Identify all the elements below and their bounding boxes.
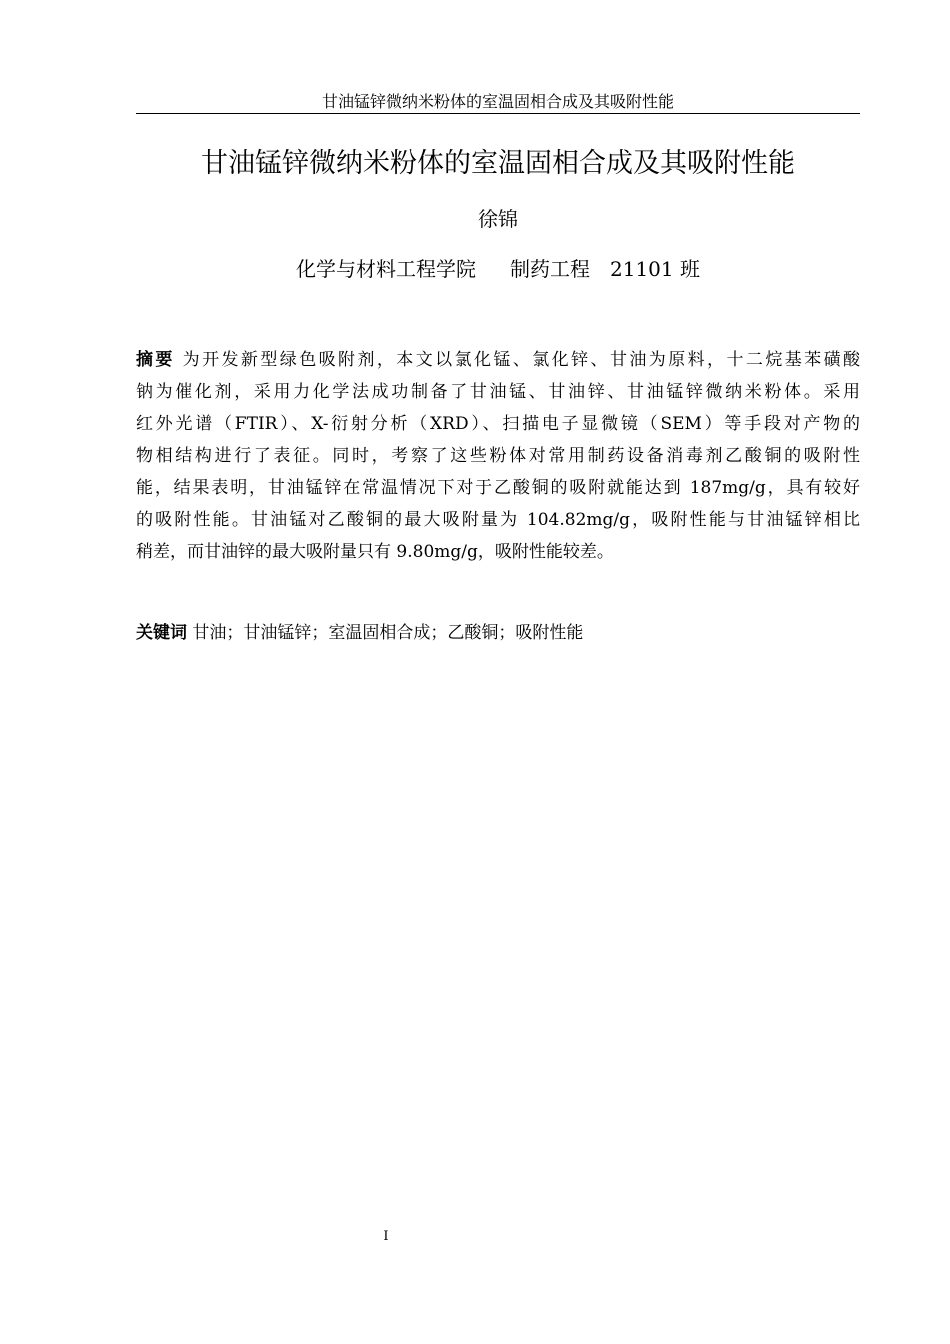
abstract-text: 为开发新型绿色吸附剂，本文以氯化锰、氯化锌、甘油为原料，十二烷基苯磺酸: [182, 350, 860, 370]
abstract-block: [136, 344, 860, 568]
abstract-line-3: 红外光谱（FTIR）、X-衍射分析（XRD）、扫描电子显微镜（SEM）等手段对产物的: [136, 414, 860, 434]
abstract-line-5: 能，结果表明，甘油锰锌在常温情况下对于乙酸铜的吸附就能达到 187mg/g，具有较好: [136, 478, 860, 498]
abstract-line-7: 稍差，而甘油锌的最大吸附量只有 9.80mg/g，吸附性能较差。: [136, 542, 614, 562]
abstract-line-1: [136, 344, 860, 376]
header-rule: [136, 113, 860, 114]
abstract-line-2: 钠为催化剂，采用力化学法成功制备了甘油锰、甘油锌、甘油锰锌微纳米粉体。采用: [136, 382, 860, 402]
affiliation-major: 制药工程: [510, 257, 590, 281]
author-affiliation: [136, 255, 860, 283]
keywords-block: [136, 617, 860, 649]
author-name: 徐锦: [478, 207, 518, 231]
keywords-label: 关键词: [136, 623, 187, 643]
affiliation-class: 21101 班: [610, 257, 700, 281]
keywords-text: 甘油；甘油锰锌；室温固相合成；乙酸铜；吸附性能: [192, 623, 584, 643]
affiliation-school: 化学与材料工程学院: [296, 257, 476, 281]
paper-title: 甘油锰锌微纳米粉体的室温固相合成及其吸附性能: [201, 148, 795, 179]
abstract-line-4: 物相结构进行了表征。同时，考察了这些粉体对常用制药设备消毒剂乙酸铜的吸附性: [136, 446, 860, 466]
running-header: 甘油锰锌微纳米粉体的室温固相合成及其吸附性能: [321, 92, 674, 111]
abstract-label: 摘要: [136, 350, 175, 370]
abstract-line-6: 的吸附性能。甘油锰对乙酸铜的最大吸附量为 104.82mg/g，吸附性能与甘油锰锌相比: [136, 510, 860, 530]
page-number: I: [383, 1229, 389, 1244]
